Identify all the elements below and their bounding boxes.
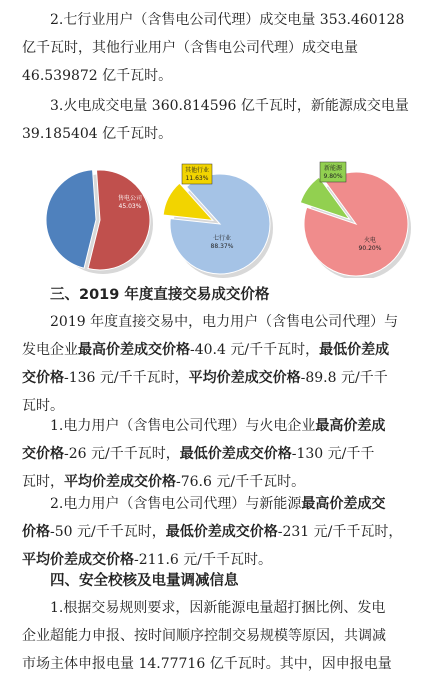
text-run: 瓦时。: [22, 398, 64, 414]
text-run: 发电企业: [22, 342, 78, 358]
text-line: 39.185404 亿千瓦时。: [22, 126, 173, 142]
pie-slice-percent: 45.03%: [118, 203, 142, 210]
text-run: -50 元/千千瓦时，: [50, 524, 166, 540]
bold-text: 交价格: [22, 446, 64, 462]
text-run: -231 元/千千瓦时，: [277, 524, 403, 540]
pie-slice-label: 七行业: [212, 235, 232, 242]
text-line: 企业超能力申报、按时间顺序控制交易规模等原因，共调减: [22, 628, 386, 644]
bold-text: 最高价差成交: [301, 496, 386, 512]
paragraph-thermal-prices: [22, 412, 422, 496]
text-run: 瓦时，: [22, 474, 64, 490]
pie-slice-label: 其他行业: [184, 167, 210, 174]
bold-text: 最低价差成交价格: [179, 446, 292, 462]
pie-slice-percent: 9.80%: [323, 173, 343, 180]
pie-chart-industry: [162, 148, 282, 278]
bold-text: 最低价差成: [319, 342, 390, 358]
text-line: 2.七行业用户（含售电公司代理）成交电量 353.460128: [50, 12, 405, 28]
text-run: 1.电力用户（含售电公司代理）与火电企业: [50, 418, 316, 434]
bold-text: 平均价差成交价格: [188, 370, 301, 386]
text-line: 3.火电成交电量 360.814596 亿千瓦时，新能源成交电量: [50, 98, 409, 114]
text-run: -136 元/千千瓦时，: [64, 370, 189, 386]
pie-slice-percent: 11.63%: [185, 175, 209, 182]
section-heading-safety: 四、安全校核及电量调减信息: [50, 573, 239, 589]
bold-text: 交价格: [22, 370, 64, 386]
pie-slice-label: 火电: [363, 237, 377, 244]
text-run: -89.8 元/千千: [300, 370, 388, 386]
paragraph-generation-volume: [22, 92, 422, 148]
bold-text: 最低价差成交价格: [165, 524, 278, 540]
text-run: -211.6 元/千千瓦时。: [134, 552, 272, 568]
bold-text: 平均价差成交价格: [22, 552, 134, 568]
paragraph-safety-check: [22, 594, 422, 678]
pie-slice-label: 新能源: [323, 165, 343, 172]
bold-text: 最高价差成交价格: [78, 342, 190, 358]
text-line: 1.根据交易规则要求，因新能源电量超打捆比例、发电: [50, 600, 386, 616]
text-run: 2019 年度直接交易中，电力用户（含售电公司代理）与: [50, 314, 399, 330]
bold-text: 价格: [22, 524, 50, 540]
text-run: -130 元/千千: [291, 446, 375, 462]
pie-slice-label: 售电公司: [117, 195, 143, 202]
paragraph-industry-volume: [22, 6, 422, 90]
bold-text: 最高价差成: [315, 418, 386, 434]
text-line: 亿千瓦时，其他行业用户（含售电公司代理）成交电量: [22, 40, 358, 56]
bold-text: 平均价差成交价格: [64, 474, 176, 490]
pie-slice-percent: 90.20%: [358, 245, 382, 252]
text-run: -26 元/千千瓦时，: [64, 446, 180, 462]
text-run: -40.4 元/千千瓦时，: [190, 342, 320, 358]
section-heading-prices: 三、2019 年度直接交易成交价格: [50, 287, 270, 303]
text-line: 46.539872 亿千瓦时。: [22, 68, 173, 84]
pie-chart-user-type: [42, 148, 162, 278]
pie-slice-percent: 88.37%: [210, 243, 234, 250]
pie-chart-generation: [292, 148, 422, 278]
text-run: 2.电力用户（含售电公司代理）与新能源: [50, 496, 302, 512]
paragraph-overall-prices: [22, 308, 422, 420]
paragraph-renewable-prices: [22, 490, 422, 574]
text-line: 市场主体申报电量 14.77716 亿千瓦时。其中，因申报电量: [22, 656, 392, 672]
pie-charts-row: [0, 148, 440, 278]
text-run: -76.6 元/千千瓦时。: [176, 474, 306, 490]
